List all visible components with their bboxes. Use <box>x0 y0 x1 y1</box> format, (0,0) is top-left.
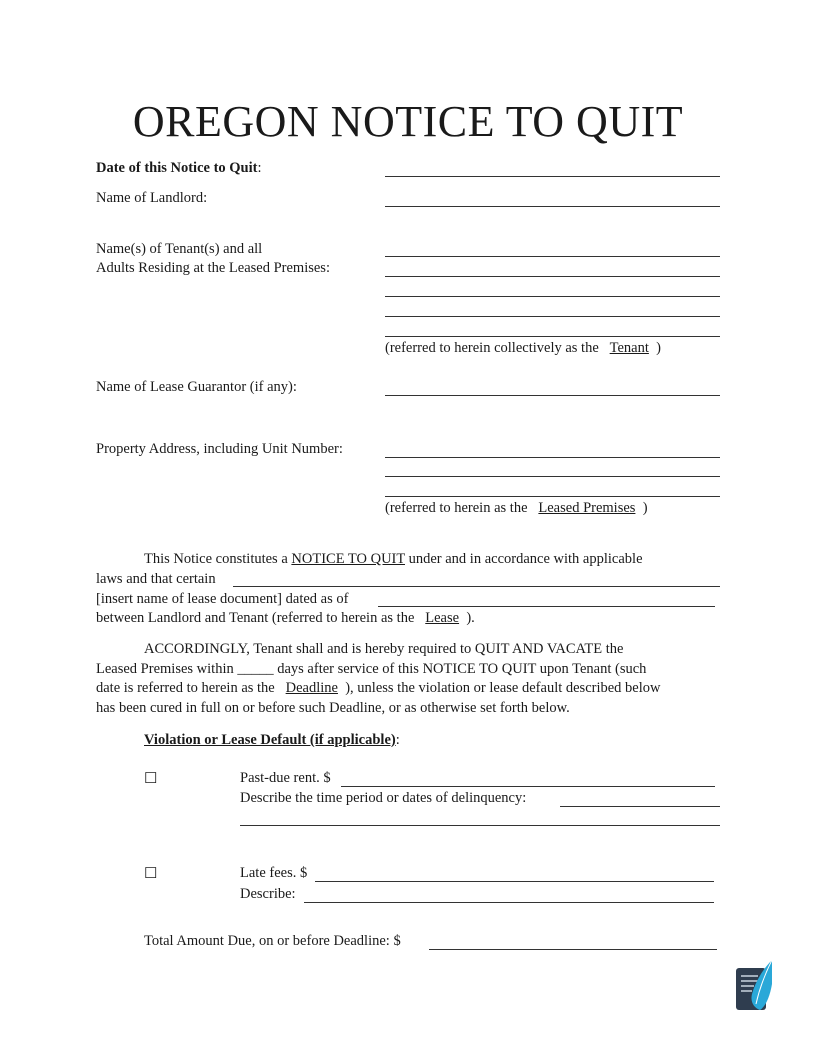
tenant-ref-suffix: ) <box>656 340 661 356</box>
tenant-reference <box>385 340 661 357</box>
date-label-row <box>96 160 262 177</box>
premises-ref-prefix: (referred to herein as the <box>385 500 528 516</box>
landlord-field[interactable] <box>385 206 720 207</box>
guarantor-label: Name of Lease Guarantor (if any): <box>96 379 297 395</box>
tenant-field-2[interactable] <box>385 276 720 277</box>
para1-line-1 <box>144 551 643 568</box>
address-field-3[interactable] <box>385 496 720 497</box>
date-field[interactable] <box>385 176 720 177</box>
delinquency-describe-field[interactable] <box>560 806 720 807</box>
tenant-field-5[interactable] <box>385 336 720 337</box>
para1-l4-pre: between Landlord and Tenant (referred to herein as the <box>96 610 415 626</box>
lease-date-field[interactable] <box>378 606 715 607</box>
date-label: Date of this Notice to Quit <box>96 160 258 176</box>
late-fees-describe-label: Describe: <box>240 886 296 902</box>
past-due-rent-label: Past-due rent. $ <box>240 770 331 786</box>
late-fees-describe-field[interactable] <box>304 902 714 903</box>
violation-heading-text: Violation or Lease Default (if applicable) <box>144 732 396 748</box>
violation-heading <box>144 732 400 749</box>
tenant-field-4[interactable] <box>385 316 720 317</box>
tenant-label-line-2: Adults Residing at the Leased Premises: <box>96 260 330 276</box>
delinquency-describe-label: Describe the time period or dates of delinquency: <box>240 790 527 806</box>
address-field-1[interactable] <box>385 457 720 458</box>
para2-l3-post: ), unless the violation or lease default described below <box>345 680 661 696</box>
address-field-2[interactable] <box>385 476 720 477</box>
tenant-ref-term: Tenant <box>609 340 649 356</box>
violation-heading-colon: : <box>395 732 400 748</box>
late-fees-checkbox[interactable]: ☐ <box>144 866 158 882</box>
para2-l3-pre: date is referred to herein as the <box>96 680 275 696</box>
para1-line-2: laws and that certain <box>96 571 216 587</box>
document-quill-icon <box>734 958 774 1012</box>
para2-line-4: has been cured in full on or before such Deadline, or as otherwise set forth below. <box>96 700 570 716</box>
tenant-ref-prefix: (referred to herein collectively as the <box>385 340 599 356</box>
delinquency-describe-field-2[interactable] <box>240 825 720 826</box>
para1-text: This Notice constitutes a <box>144 551 292 567</box>
late-fees-label: Late fees. $ <box>240 865 308 881</box>
notice-to-quit-term: NOTICE TO QUIT <box>291 551 405 567</box>
para1-l4-post: ). <box>466 610 475 626</box>
total-amount-field[interactable] <box>429 949 717 950</box>
para2-line-1: ACCORDINGLY, Tenant shall and is hereby required to QUIT AND VACATE the <box>144 641 624 657</box>
para2-line-3 <box>96 680 661 697</box>
tenant-label-line-1: Name(s) of Tenant(s) and all <box>96 241 263 257</box>
para1-line-4 <box>96 610 475 627</box>
deadline-term: Deadline <box>285 680 338 696</box>
past-due-rent-checkbox[interactable]: ☐ <box>144 771 158 787</box>
premises-ref-suffix: ) <box>642 500 648 516</box>
tenant-field-3[interactable] <box>385 296 720 297</box>
para1-text-post: under and in accordance with applicable <box>404 551 643 567</box>
lease-term: Lease <box>425 610 460 626</box>
guarantor-field[interactable] <box>385 395 720 396</box>
address-label: Property Address, including Unit Number: <box>96 441 343 457</box>
past-due-rent-amount-field[interactable] <box>341 786 715 787</box>
document-title: OREGON NOTICE TO QUIT <box>132 97 684 146</box>
premises-reference <box>385 500 648 517</box>
landlord-label: Name of Landlord: <box>96 190 208 206</box>
premises-ref-term: Leased Premises <box>538 500 636 516</box>
para2-line-2: Leased Premises within _____ days after service of this NOTICE TO QUIT upon Tenant (such <box>96 661 647 677</box>
total-amount-label: Total Amount Due, on or before Deadline: $ <box>144 933 401 949</box>
tenant-field-1[interactable] <box>385 256 720 257</box>
para1-line-3: [insert name of lease document] dated as of <box>96 591 349 607</box>
lease-document-field[interactable] <box>233 586 720 587</box>
date-colon: : <box>257 160 262 176</box>
late-fees-amount-field[interactable] <box>315 881 714 882</box>
